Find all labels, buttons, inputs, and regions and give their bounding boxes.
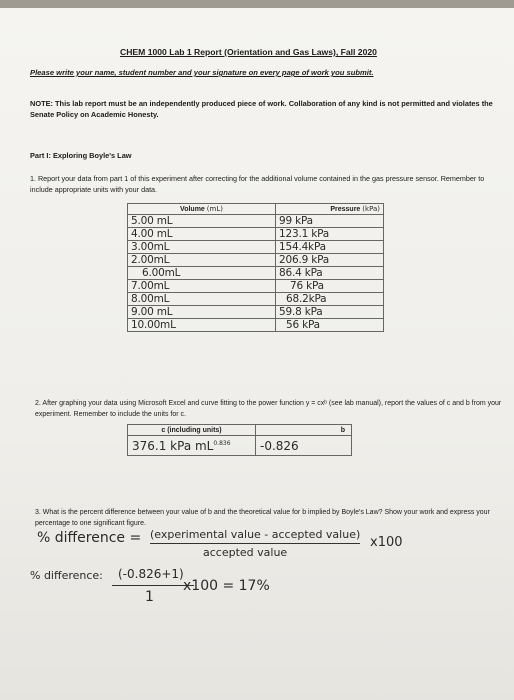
calc-fraction-bar	[112, 585, 194, 586]
pressure-cell: 123.1 kPa	[276, 228, 384, 241]
question-2: 2. After graphing your data using Microsoft Excel and curve fitting to the power function y = cxᵇ (see lab manual), report the values of c and b from your experiment. Remember to include the units for c.	[35, 400, 502, 418]
b-header: b	[256, 425, 352, 436]
volume-cell: 6.00mL	[128, 267, 276, 280]
table-row	[128, 254, 384, 267]
pressure-cell: 206.9 kPa	[276, 254, 384, 267]
pressure-cell: 99 kPa	[276, 215, 384, 228]
volume-cell: 5.00 mL	[128, 215, 276, 228]
formula-lhs: % difference =	[37, 530, 142, 546]
volume-cell: 7.00mL	[128, 280, 276, 293]
lab-report-page	[0, 8, 514, 700]
c-exponent: 0.836	[213, 439, 231, 447]
pressure-cell: 76 kPa	[276, 280, 384, 293]
calc-denominator: 1	[145, 589, 154, 605]
table-row	[128, 280, 384, 293]
table-row	[128, 267, 384, 280]
b-value-cell: -0.826	[256, 436, 352, 456]
pressure-header-unit: (kPa)	[362, 205, 380, 213]
volume-cell: 9.00 mL	[128, 306, 276, 319]
table-row	[128, 306, 384, 319]
volume-header	[128, 204, 276, 215]
table-row	[128, 228, 384, 241]
report-title: CHEM 1000 Lab 1 Report (Orientation and Gas Laws), Fall 2020	[120, 47, 377, 57]
pressure-header	[276, 204, 384, 215]
question-1: 1. Report your data from part 1 of this experiment after correcting for the additional volume contained in the gas pressure sensor. Remember to include appropriate units with your data.	[30, 174, 485, 194]
boyles-law-data-table	[127, 203, 384, 332]
calc-result: x100 = 17%	[183, 578, 270, 594]
table-row	[128, 293, 384, 306]
pressure-cell: 56 kPa	[276, 319, 384, 332]
volume-header-unit: (mL)	[206, 205, 223, 213]
volume-cell: 2.00mL	[128, 254, 276, 267]
formula-fraction-bar	[150, 543, 360, 544]
volume-header-label: Volume	[180, 206, 205, 213]
table-row	[128, 319, 384, 332]
table-row	[128, 215, 384, 228]
volume-cell: 10.00mL	[128, 319, 276, 332]
question-3: 3. What is the percent difference between your value of b and the theoretical value for b implied by Boyle's Law? Show your work and express your percentage to one significant figure.	[35, 509, 490, 527]
table-header-row	[128, 425, 352, 436]
pressure-cell: 86.4 kPa	[276, 267, 384, 280]
table-row	[128, 436, 352, 456]
c-header: c (including units)	[128, 425, 256, 436]
volume-cell: 3.00mL	[128, 241, 276, 254]
volume-cell: 4.00 mL	[128, 228, 276, 241]
pressure-header-label: Pressure	[330, 206, 361, 213]
calc-lhs: % difference:	[30, 569, 103, 582]
part-heading: Part I: Exploring Boyle's Law	[30, 151, 132, 160]
c-value: 376.1 kPa mL	[132, 438, 214, 453]
academic-honesty-note: NOTE: This lab report must be an independently produced piece of work. Collaboration of any kind is not permitted and violates the Senate Policy on Academic Honesty.	[30, 99, 493, 119]
pressure-cell: 154.4kPa	[276, 241, 384, 254]
calc-numerator: (-0.826+1)	[118, 567, 184, 581]
pressure-cell: 68.2kPa	[276, 293, 384, 306]
instruction-line: Please write your name, student number and your signature on every page of work you submit.	[30, 68, 374, 77]
formula-numerator: (experimental value - accepted value)	[150, 528, 361, 541]
pressure-cell: 59.8 kPa	[276, 306, 384, 319]
formula-denominator: accepted value	[203, 546, 288, 559]
c-b-values-table	[127, 424, 352, 456]
c-value-cell	[128, 436, 256, 456]
volume-cell: 8.00mL	[128, 293, 276, 306]
formula-times: x100	[370, 535, 403, 550]
table-row	[128, 241, 384, 254]
table-header-row	[128, 204, 384, 215]
